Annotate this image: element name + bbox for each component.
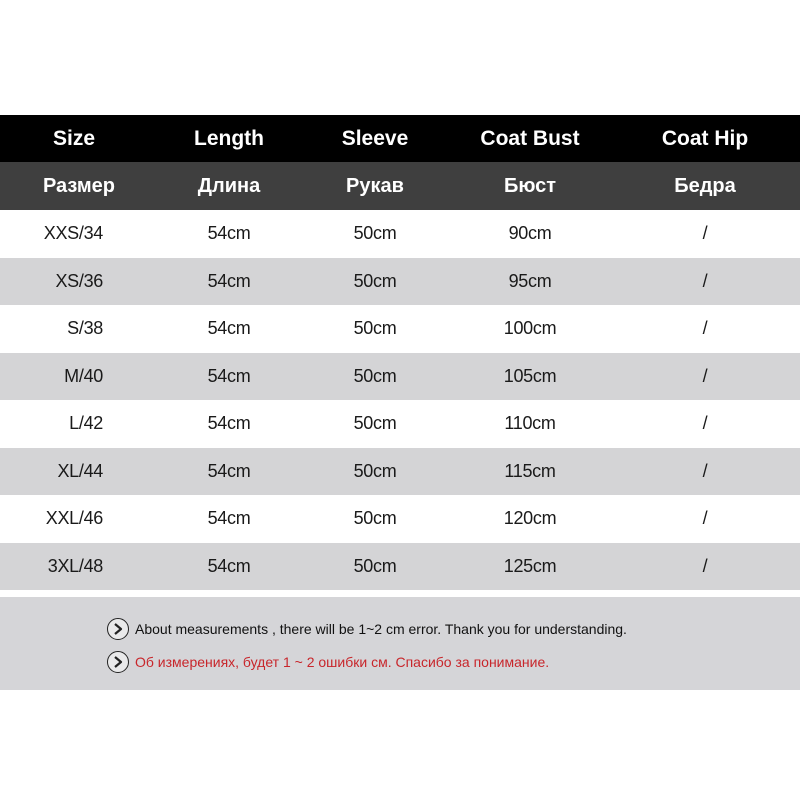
header-size: Size bbox=[52, 126, 96, 150]
size-cell: XL/44 bbox=[57, 460, 103, 481]
bust-cell: 120cm bbox=[503, 508, 557, 529]
size-cell: XXL/46 bbox=[45, 508, 103, 529]
hip-cell: / bbox=[702, 413, 708, 434]
header-row-en bbox=[0, 115, 800, 162]
bust-cell: 110cm bbox=[504, 413, 556, 434]
table-row bbox=[0, 210, 800, 258]
table-row bbox=[0, 353, 800, 401]
table-row bbox=[0, 258, 800, 306]
size-cell: 3XL/48 bbox=[47, 555, 103, 576]
note-ru bbox=[107, 651, 549, 673]
table-row bbox=[0, 305, 800, 353]
hip-cell: / bbox=[702, 318, 708, 339]
table-row bbox=[0, 495, 800, 543]
bust-cell: 100cm bbox=[503, 318, 557, 339]
length-cell: 54cm bbox=[207, 270, 251, 291]
length-cell: 54cm bbox=[207, 318, 251, 339]
header-row-ru bbox=[0, 162, 800, 210]
size-cell: XS/36 bbox=[55, 270, 103, 291]
size-cell: L/42 bbox=[69, 413, 103, 434]
header-sleeve: Sleeve bbox=[341, 126, 409, 150]
sleeve-cell: 50cm bbox=[353, 270, 397, 291]
sleeve-cell: 50cm bbox=[353, 365, 397, 386]
hip-cell: / bbox=[702, 270, 708, 291]
header-length-ru: Длина bbox=[197, 174, 261, 197]
bust-cell: 90cm bbox=[508, 223, 552, 244]
length-cell: 54cm bbox=[207, 508, 251, 529]
note-en-text: About measurements , there will be 1~2 cm error. Thank you for understanding. bbox=[135, 621, 627, 637]
size-chart-table bbox=[0, 115, 800, 590]
size-cell: M/40 bbox=[64, 365, 103, 386]
length-cell: 54cm bbox=[207, 223, 251, 244]
header-length: Length bbox=[194, 126, 264, 150]
header-coat-hip: Coat Hip bbox=[661, 126, 749, 150]
header-bust-ru: Бюст bbox=[503, 174, 557, 197]
header-hip-ru: Бедра bbox=[674, 174, 736, 197]
table-row bbox=[0, 448, 800, 496]
chevron-right-circle-icon bbox=[107, 651, 129, 673]
sleeve-cell: 50cm bbox=[353, 413, 397, 434]
sleeve-cell: 50cm bbox=[353, 460, 397, 481]
bust-cell: 125cm bbox=[503, 555, 557, 576]
sleeve-cell: 50cm bbox=[353, 318, 397, 339]
note-en bbox=[107, 618, 627, 640]
header-size-ru: Размер bbox=[42, 174, 116, 197]
measurement-note-box bbox=[0, 597, 800, 690]
size-cell: S/38 bbox=[67, 318, 103, 339]
note-ru-text: Об измерениях, будет 1 ~ 2 ошибки см. Спасибо за понимание. bbox=[135, 654, 550, 670]
length-cell: 54cm bbox=[207, 460, 251, 481]
length-cell: 54cm bbox=[207, 365, 251, 386]
bust-cell: 95cm bbox=[508, 270, 552, 291]
hip-cell: / bbox=[702, 555, 708, 576]
bust-cell: 115cm bbox=[504, 460, 556, 481]
hip-cell: / bbox=[702, 223, 708, 244]
hip-cell: / bbox=[702, 508, 708, 529]
hip-cell: / bbox=[702, 460, 708, 481]
header-coat-bust: Coat Bust bbox=[480, 126, 580, 150]
size-cell: XXS/34 bbox=[43, 223, 103, 244]
table-row bbox=[0, 543, 800, 591]
bust-cell: 105cm bbox=[503, 365, 557, 386]
length-cell: 54cm bbox=[207, 555, 251, 576]
header-sleeve-ru: Рукав bbox=[346, 174, 404, 197]
sleeve-cell: 50cm bbox=[353, 508, 397, 529]
chevron-right-circle-icon bbox=[107, 618, 129, 640]
hip-cell: / bbox=[702, 365, 708, 386]
table-row bbox=[0, 400, 800, 448]
length-cell: 54cm bbox=[207, 413, 251, 434]
sleeve-cell: 50cm bbox=[353, 223, 397, 244]
sleeve-cell: 50cm bbox=[353, 555, 397, 576]
